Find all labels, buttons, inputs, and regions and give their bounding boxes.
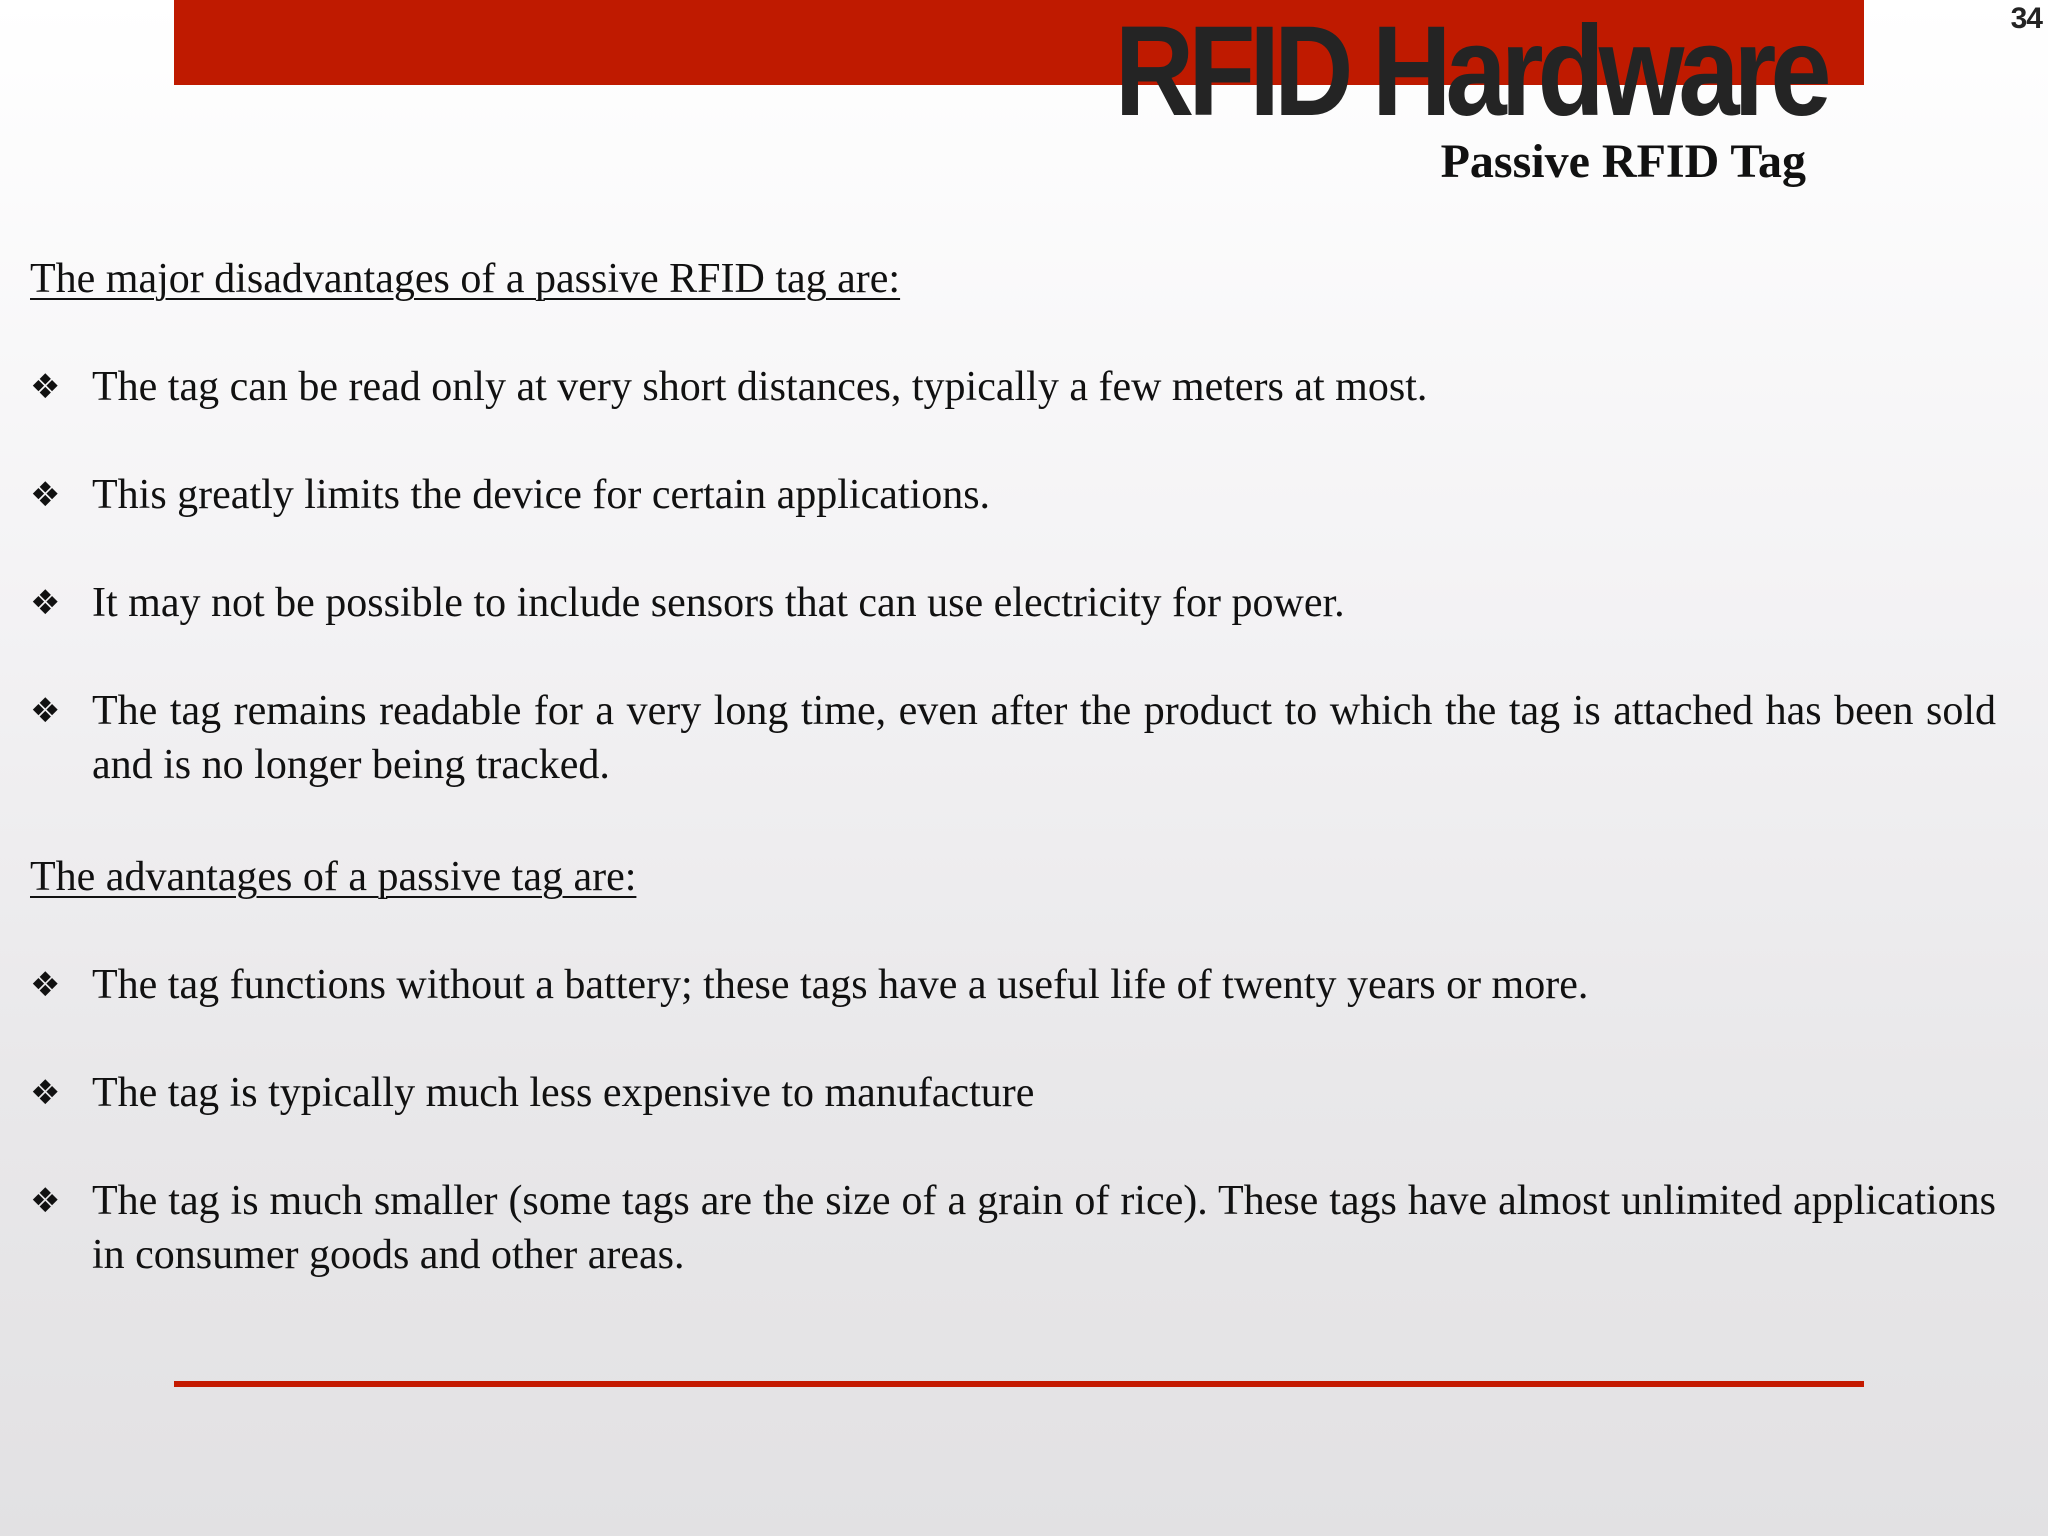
bullet-text: The tag is much smaller (some tags are the size of a grain of rice). These tags have almost unlimited applications in consumer goods and other areas. — [92, 1178, 1996, 1278]
diamond-bullet-icon: ❖ — [30, 1181, 61, 1221]
list-item — [30, 576, 1996, 630]
advantages-heading: The advantages of a passive tag are: — [30, 854, 637, 900]
list-item — [30, 1174, 1996, 1282]
page-number: 34 — [2010, 2, 2042, 35]
slide-subtitle: Passive RFID Tag — [1440, 135, 1806, 188]
bullet-text: The tag remains readable for a very long time, even after the product to which the tag is attached has been sold and is no longer being tracked. — [92, 688, 1996, 788]
list-item — [30, 468, 1996, 522]
advantages-list — [30, 958, 1996, 1282]
diamond-bullet-icon: ❖ — [30, 1073, 61, 1113]
diamond-bullet-icon: ❖ — [30, 367, 61, 407]
bullet-text: The tag can be read only at very short distances, typically a few meters at most. — [92, 364, 1428, 410]
bullet-text: It may not be possible to include sensors that can use electricity for power. — [92, 580, 1345, 626]
slide-title: RFID Hardware — [1115, 0, 1826, 143]
diamond-bullet-icon: ❖ — [30, 583, 61, 623]
list-item — [30, 958, 1996, 1012]
disadvantages-heading: The major disadvantages of a passive RFID tag are: — [30, 256, 901, 302]
list-item — [30, 1066, 1996, 1120]
diamond-bullet-icon: ❖ — [30, 691, 61, 731]
bullet-text: The tag functions without a battery; these tags have a useful life of twenty years or more. — [92, 962, 1589, 1008]
bullet-text: The tag is typically much less expensive to manufacture — [92, 1070, 1035, 1116]
diamond-bullet-icon: ❖ — [30, 475, 61, 515]
advantages-section — [30, 850, 1996, 1282]
disadvantages-list — [30, 360, 1996, 792]
list-item — [30, 684, 1996, 792]
bullet-text: This greatly limits the device for certain applications. — [92, 472, 991, 518]
list-item — [30, 360, 1996, 414]
footer-accent-rule — [174, 1381, 1864, 1387]
disadvantages-section — [30, 252, 1996, 792]
slide-content — [30, 252, 1996, 1282]
diamond-bullet-icon: ❖ — [30, 965, 61, 1005]
